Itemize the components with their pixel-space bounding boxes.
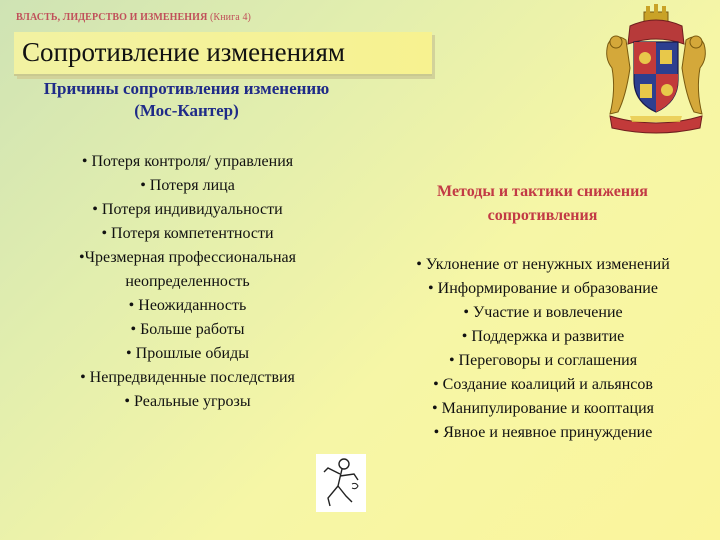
- list-item: • Больше работы: [130, 321, 245, 338]
- list-item: • Потеря лица: [140, 177, 235, 194]
- list-item: • Участие и вовлечение: [463, 304, 623, 321]
- header-main: ВЛАСТЬ, ЛИДЕРСТВО И ИЗМЕНЕНИЯ: [16, 12, 208, 23]
- list-item: • Реальные угрозы: [124, 393, 251, 410]
- header-note: (Книга 4): [210, 12, 251, 23]
- title-bar: [14, 32, 432, 76]
- list-item: • Потеря компетентности: [101, 225, 274, 242]
- list-item: • Информирование и образование: [428, 280, 658, 297]
- causes-heading: [14, 78, 359, 122]
- stick-figure-icon: [316, 454, 366, 512]
- list-item: • Потеря контроля/ управления: [81, 153, 294, 170]
- methods-list: [378, 253, 708, 445]
- list-item: • Прошлые обиды: [126, 345, 249, 362]
- stick-figure-image: [316, 454, 366, 512]
- list-item: • Манипулирование и кооптация: [432, 400, 654, 417]
- list-item: • Явное и неявное принуждение: [433, 424, 653, 441]
- list-item: •Чрезмерная профессиональная: [79, 249, 296, 266]
- causes-heading-line2: (Мос-Кантер): [134, 101, 239, 120]
- list-item: • Поддержка и развитие: [461, 328, 625, 345]
- methods-heading-line2: сопротивления: [487, 207, 598, 224]
- coat-of-arms-icon: [600, 4, 712, 136]
- methods-heading-line1: Методы и тактики снижения: [437, 183, 648, 200]
- list-item: • Неожиданность: [128, 297, 247, 314]
- header-line: [16, 12, 251, 23]
- list-item: • Уклонение от ненужных изменений: [416, 256, 670, 273]
- list-item: • Потеря индивидуальности: [92, 201, 283, 218]
- methods-heading: [390, 180, 695, 228]
- list-item: • Переговоры и соглашения: [448, 352, 638, 369]
- list-item: • Непредвиденные последствия: [80, 369, 295, 386]
- list-item: • Создание коалиций и альянсов: [433, 376, 653, 393]
- slide-title: Сопротивление изменениям: [22, 37, 345, 67]
- causes-list: [40, 150, 335, 414]
- list-item: неопределенность: [125, 273, 250, 290]
- causes-heading-line1: Причины сопротивления изменению: [43, 79, 330, 98]
